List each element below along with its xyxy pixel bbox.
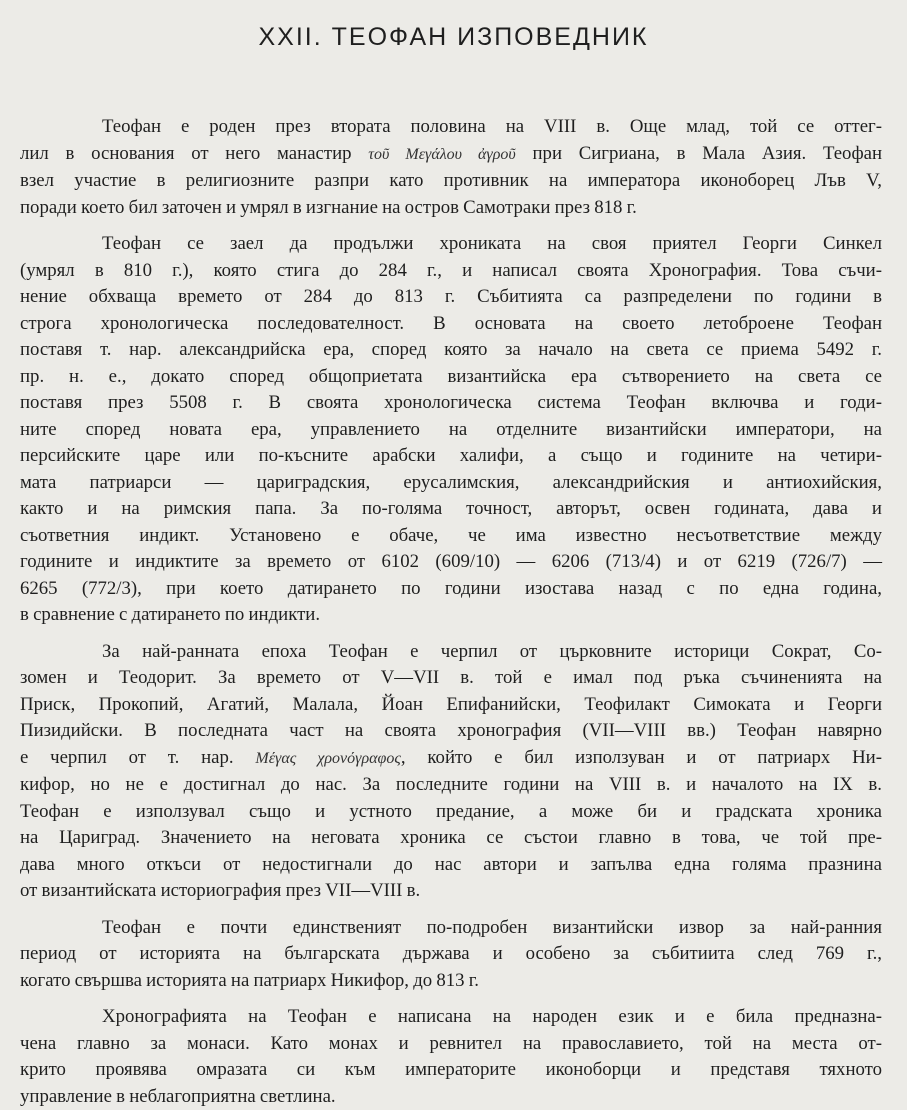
text-line: крито проявява омразата си към императорите иконоборци и представя тяхното — [20, 1057, 882, 1084]
paragraph — [20, 915, 882, 995]
text-line: на Цариград. Значението на неговата хроника се състои главно в това, че той пре- — [20, 825, 882, 852]
greek-phrase: τοῦ Μεγάλου ἀγροῦ — [368, 146, 516, 163]
text-line: пр. н. е., докато според общоприетата византийска ера сътворението на света се — [20, 364, 882, 391]
text-line: персийските царе или по-късните арабски халифи, а също и годините на четири- — [20, 443, 882, 470]
text-line: дава много откъси от недостигнали до нас автори и запълва една голяма празнина — [20, 852, 882, 879]
text-line — [20, 141, 882, 169]
text-line: Приск, Прокопий, Агатий, Малала, Йоан Епифанийски, Теофилакт Симоката и Георги — [20, 692, 882, 719]
paragraph — [20, 639, 882, 905]
text-line: поставя т. нар. александрийска ера, според която за начало на света се приема 5492 г. — [20, 337, 882, 364]
text-line: зомен и Теодорит. За времето от V—VII в. той е имал под ръка съчиненията на — [20, 665, 882, 692]
text-line: чена главно за монаси. Като монах и ревнител на православието, той на места от- — [20, 1031, 882, 1058]
text-line: Теофан е почти единственият по-подробен византийски извор за най-ранния — [20, 915, 882, 942]
text-line — [20, 745, 882, 773]
greek-phrase: Μέγας χρονόγραφος — [255, 750, 401, 767]
chapter-number: XXII. — [258, 23, 322, 51]
text-segment: , който е бил използуван и от патриарх Ни- — [401, 747, 882, 768]
text-line: в сравнение с датирането по индикти. — [20, 602, 882, 629]
text-line: когато свършва историята на патриарх Никифор, до 813 г. — [20, 968, 882, 995]
text-line: (умрял в 810 г.), която стига до 284 г., и написал своята Хронография. Това съчи- — [20, 258, 882, 285]
text-line: Теофан се заел да продължи хрониката на своя приятел Георги Синкел — [20, 231, 882, 258]
text-line: взел участие в религиозните разпри като противник на императора иконоборец Лъв V, — [20, 168, 882, 195]
body-text — [20, 114, 882, 1110]
text-line: Хронографията на Теофан е написана на народен език и е била предназна- — [20, 1004, 882, 1031]
text-line: кифор, но не е достигнал до нас. За последните години на VIII в. и началото на IX в. — [20, 772, 882, 799]
text-line: нение обхваща времето от 284 до 813 г. Събитията са разпределени по години в — [20, 284, 882, 311]
text-line: 6265 (772/3), при което датирането по години изостава назад с по една година, — [20, 576, 882, 603]
text-line: годините и индиктите за времето от 6102 (609/10) — 6206 (713/4) и от 6219 (726/7) — — [20, 549, 882, 576]
text-line: Пизидийски. В последната част на своята хронография (VII—VIII вв.) Теофан навярно — [20, 718, 882, 745]
text-line: Теофан е използувал също и устното предание, а може би и градската хроника — [20, 799, 882, 826]
text-line: мата патриарси — цариградския, ерусалимския, александрийския и антиохийския, — [20, 470, 882, 497]
text-line: период от историята на българската държава и особено за събитиита след 769 г., — [20, 941, 882, 968]
text-segment: е черпил от т. нар. — [20, 747, 255, 768]
text-line: строга хронологическа последователност. В основата на своето летоброене Теофан — [20, 311, 882, 338]
text-line: поради което бил заточен и умрял в изгнание на остров Самотраки през 818 г. — [20, 195, 882, 222]
chapter-heading — [20, 22, 879, 52]
text-line: от византийската историография през VII—VIII в. — [20, 878, 882, 905]
text-line: управление в неблагоприятна светлина. — [20, 1084, 882, 1110]
text-segment: лил в основания от него манастир — [20, 143, 368, 164]
chapter-title: ТЕОФАН ИЗПОВЕДНИК — [332, 23, 649, 51]
paragraph — [20, 1004, 882, 1110]
text-line: Теофан е роден през втората половина на VIII в. Още млад, той се оттег- — [20, 114, 882, 141]
paragraph — [20, 231, 882, 629]
text-segment: при Сигриана, в Мала Азия. Теофан — [516, 143, 882, 164]
text-line: ните според новата ера, управлението на отделните византийски императори, на — [20, 417, 882, 444]
text-line: За най-ранната епоха Теофан е черпил от църковните историци Сократ, Со- — [20, 639, 882, 666]
text-line: съответния индикт. Установено е обаче, че има известно несъответствие между — [20, 523, 882, 550]
text-line: както и на римския папа. За по-голяма точност, авторът, освен годината, дава и — [20, 496, 882, 523]
paragraph — [20, 114, 882, 221]
text-line: поставя през 5508 г. В своята хронологическа система Теофан включва и годи- — [20, 390, 882, 417]
